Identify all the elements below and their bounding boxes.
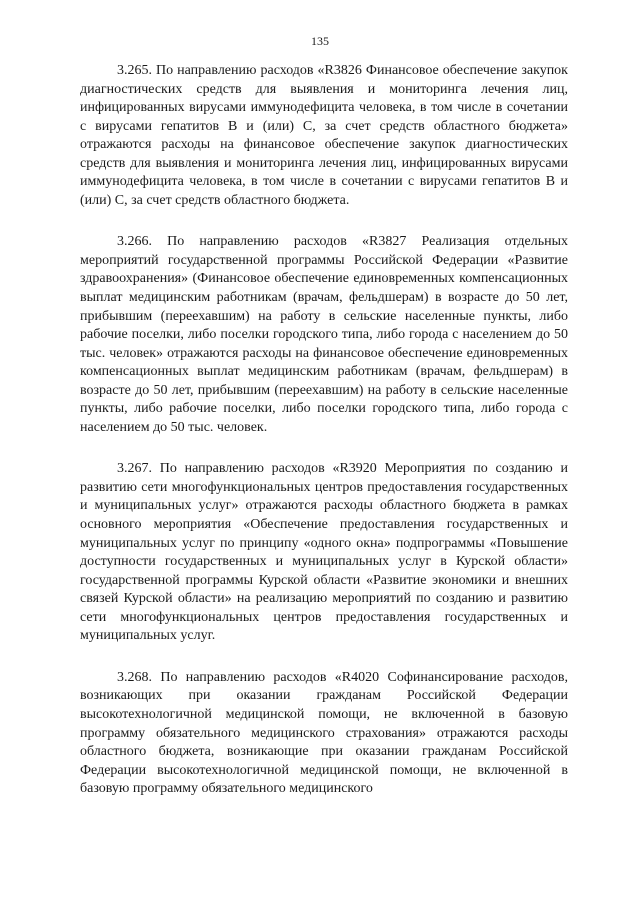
page-number: 135 — [311, 34, 329, 48]
paragraph-3-265: 3.265. По направлению расходов «R3826 Финансовое обеспечение закупок диагностических средств для выявления и мониторинга лечения лиц, инфицированных вирусами иммунодефицита человека, в том числе в сочетании с вирусами гепатитов В и (или) С, за счет средств областного бюджета» отражаются расходы на финансовое обеспечение закупок диагностических средств для выявления и мониторинга лечения лиц, инфицированных вирусами иммунодефицита человека, в том числе в сочетании с вирусами гепатитов В и (или) С, за счет средств областного бюджета. — [80, 63, 568, 208]
paragraph-3-266: 3.266. По направлению расходов «R3827 Реализация отдельных мероприятий государственной программы Российской Федерации «Развитие здравоохранения» (Финансовое обеспечение единовременных компенсационных выплат медицинским работникам (врачам, фельдшерам) в возрасте до 50 лет, прибывшим (переехавшим) на работу в сельские населенные пункты, либо рабочие поселки, либо поселки городского типа, либо города с населением до 50 тыс. человек» отражаются расходы на финансовое обеспечение единовременных компенсационных выплат медицинским работникам (врачам, фельдшерам) в возрасте до 50 лет, прибывшим (переехавшим) на работу в сельские населенные пункты, либо рабочие поселки, либо поселки городского типа, либо города с населением до 50 тыс. человек. — [80, 234, 568, 435]
paragraph-3-267: 3.267. По направлению расходов «R3920 Мероприятия по созданию и развитию сети многофункциональных центров предоставления государственных и муниципальных услуг» отражаются расходы областного бюджета в рамках основного мероприятия «Обеспечение предоставления государственных и муниципальных услуг по принципу «одного окна» подпрограммы «Повышение доступности государственных и муниципальных услуг в Курской области» государственной программы Курской области «Развитие экономики и внешних связей Курской области» на реализацию мероприятий по созданию и развитию сети многофункциональных центров предоставления государственных и муниципальных услуг. — [80, 461, 568, 644]
document-body — [80, 62, 568, 799]
paragraph-3-268: 3.268. По направлению расходов «R4020 Софинансирование расходов, возникающих при оказании гражданам Российской Федерации высокотехнологичной медицинской помощи, не включенной в базовую программу обязательного медицинского страхования» отражаются расходы областного бюджета, возникающие при оказании гражданам Российской Федерации высокотехнологичной медицинской помощи, не включенной в базовую программу обязательного медицинского — [80, 669, 568, 797]
